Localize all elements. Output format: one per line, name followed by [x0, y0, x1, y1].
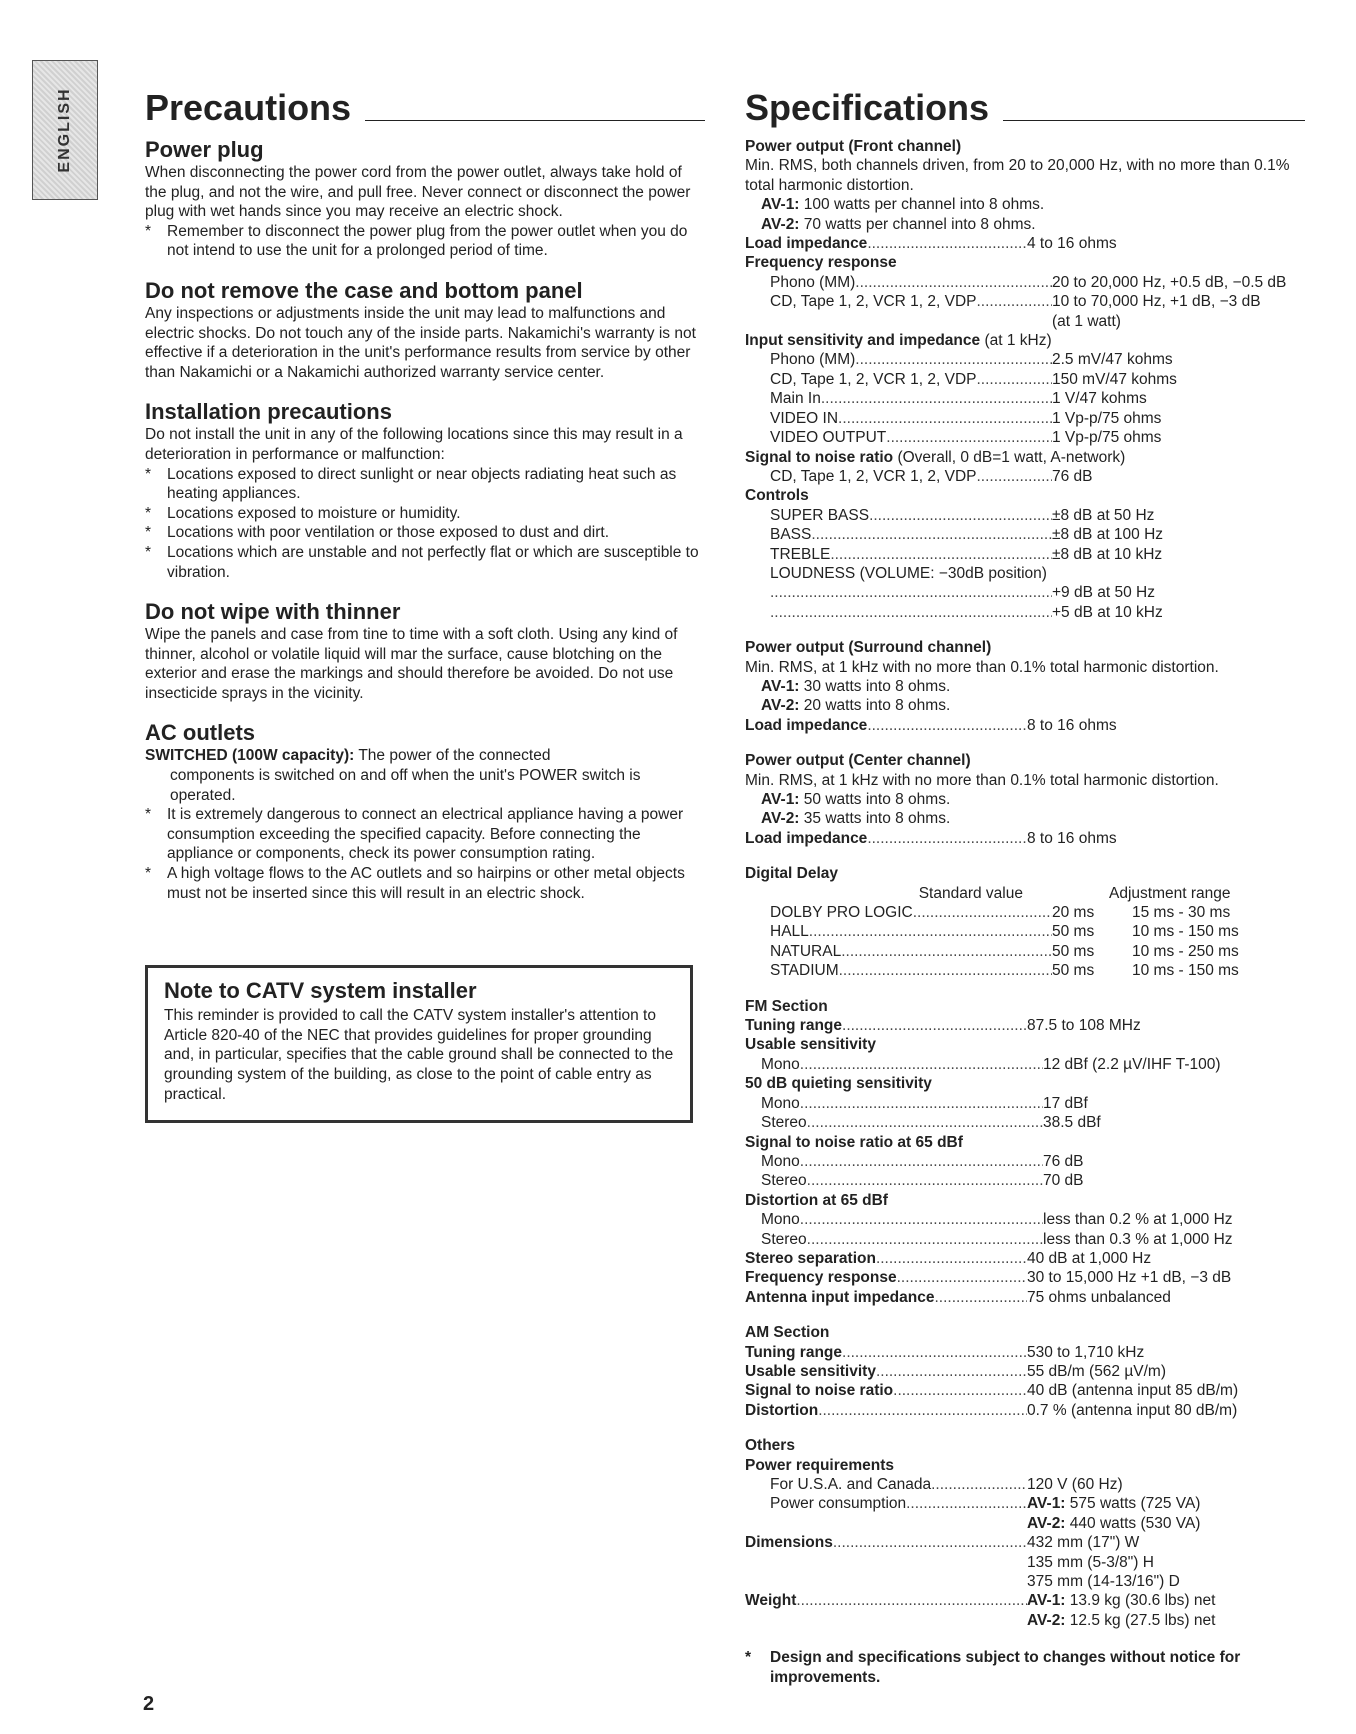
dimension-line: 375 mm (14-13/16") D [1027, 1573, 1180, 1591]
precaution-section [145, 599, 705, 703]
precaution-section [145, 137, 705, 261]
spec-label: Mono [761, 1152, 800, 1170]
bullet-text: Locations exposed to direct sunlight or near objects radiating heat such as heating appliances. [167, 465, 677, 503]
leader-dots [855, 273, 1052, 292]
spec-value: 10 to 70,000 Hz, +1 dB, −3 dB [1052, 293, 1261, 311]
spec-label-cell [745, 525, 1052, 544]
specifications-title-text: Specifications [745, 87, 990, 128]
leader-dots [876, 1362, 1027, 1381]
precaution-paragraph: Wipe the panels and case from tine to time with a soft cloth. Using any kind of thinner, alcohol or volatile liquid will mar the surface, cause blotching on the exterior and erase the markings and should therefore be avoided. Do not use insecticide sprays in the vicinity. [145, 626, 678, 702]
spec-label-cell [745, 1113, 1043, 1132]
precaution-paragraph: When disconnecting the power cord from the power outlet, always take hold of the plug, and not the wire, and pull free. Never connect or disconnect the power plug with wet hands since you may receive an electric shock. [145, 164, 691, 221]
precaution-bullet [145, 465, 705, 504]
spec-label-cell [745, 409, 1052, 428]
surround-av2 [745, 696, 1305, 715]
surround-desc: Min. RMS, at 1 kHz with no more than 0.1% total harmonic distortion. [745, 658, 1219, 676]
delay-row [745, 922, 1305, 941]
leader-dots [807, 1171, 1043, 1190]
ac-switched-text: The power of the connected [354, 747, 551, 765]
fm-freq-row [745, 1268, 1305, 1287]
delay-col-standard: Standard value [918, 884, 1023, 902]
page-number: 2 [143, 1693, 155, 1715]
spec-label: Phono (MM) [770, 351, 856, 369]
fm-sep-label: Stereo separation [745, 1249, 876, 1267]
leader-dots [811, 525, 1052, 544]
spec-label-cell [745, 903, 1052, 922]
delay-col-headers [745, 884, 1305, 903]
freq-heading: Frequency response [745, 254, 897, 272]
leader-dots [800, 1055, 1043, 1074]
delay-col-range: Adjustment range [1109, 884, 1231, 902]
front-av2-label: AV-2: [761, 215, 800, 233]
leader-dots [976, 467, 1052, 486]
delay-row [745, 903, 1305, 922]
am-section [745, 1323, 1305, 1420]
surround-av2-label: AV-2: [761, 697, 800, 715]
bullet-star: * [145, 524, 152, 542]
front-channel-section [745, 137, 1305, 622]
delay-mode: HALL [770, 923, 809, 941]
bullet-text: A high voltage flows to the AC outlets and so hairpins or other metal objects must not be inserted since this will result in an electric shock. [167, 865, 685, 902]
power-req-heading: Power requirements [745, 1456, 895, 1474]
delay-heading: Digital Delay [745, 865, 839, 883]
spec-value: 20 to 20,000 Hz, +0.5 dB, −0.5 dB [1052, 273, 1287, 291]
precautions-title-text: Precautions [145, 87, 352, 128]
delay-row [745, 942, 1305, 961]
leader-dots [841, 942, 1052, 961]
leader-dots [838, 409, 1052, 428]
spec-label: Mono [761, 1055, 800, 1073]
spec-label-cell [745, 1152, 1043, 1171]
spec-value: 1 V/47 kohms [1052, 390, 1147, 408]
spec-value: ±8 dB at 100 Hz [1052, 526, 1164, 544]
precaution-heading: Installation precautions [145, 399, 392, 425]
leader-dots [893, 1381, 1027, 1400]
precautions-title [145, 85, 705, 131]
bullet-text: Remember to disconnect the power plug from the power outlet when you do not intend to use the unit for a prolonged period of time. [167, 222, 688, 260]
spec-value: 76 dB [1052, 467, 1093, 485]
weight-av2-value: 12.5 kg (27.5 lbs) net [1065, 1611, 1216, 1629]
leader-dots [886, 428, 1052, 447]
spec-value: less than 0.3 % at 1,000 Hz [1043, 1230, 1233, 1248]
precaution-heading: Power plug [145, 137, 264, 162]
spec-label-cell [745, 1171, 1043, 1190]
spec-label-cell [745, 1343, 1027, 1362]
loudness-value: +9 dB at 50 Hz [1052, 584, 1155, 602]
spec-row [745, 506, 1305, 525]
snr-heading-line [745, 448, 1305, 467]
spec-label-cell [745, 292, 1052, 311]
spec-footnote-text: Design and specifications subject to changes without notice for improvements. [770, 1649, 1241, 1686]
ac-bullet [145, 864, 705, 903]
spec-label: Tuning range [745, 1343, 843, 1361]
delay-range: 10 ms - 250 ms [1132, 942, 1239, 960]
consumption-row-2 [745, 1514, 1305, 1533]
spec-value: 2.5 mV/47 kohms [1052, 351, 1173, 369]
front-av1-text: 100 watts per channel into 8 ohms. [799, 196, 1045, 214]
precaution-paragraph: Do not install the unit in any of the following locations since this may result in a deterioration in performance or malfunction: [145, 426, 683, 463]
spec-row [745, 1094, 1305, 1113]
spec-row [745, 467, 1305, 486]
spec-label: Main In [770, 390, 821, 408]
spec-value: 12 dBf (2.2 µV/IHF T-100) [1043, 1055, 1221, 1073]
bullet-star: * [145, 222, 152, 240]
spec-label-cell [745, 583, 1052, 602]
spec-label-cell [745, 545, 1052, 564]
fm-ant-row [745, 1288, 1305, 1307]
weight-label: Weight [745, 1592, 797, 1610]
spec-value: 530 to 1,710 kHz [1027, 1343, 1145, 1361]
center-av1 [745, 790, 1305, 809]
consumption-row [745, 1494, 1305, 1513]
precaution-heading: Do not wipe with thinner [145, 599, 401, 625]
fm-section [745, 997, 1305, 1308]
spec-row [745, 545, 1305, 564]
precaution-bullet [145, 543, 705, 582]
center-heading: Power output (Center channel) [745, 752, 971, 770]
bullet-star: * [145, 806, 152, 824]
usa-label: For U.S.A. and Canada [770, 1476, 932, 1493]
delay-mode: DOLBY PRO LOGIC [770, 904, 913, 922]
spec-label: SUPER BASS [770, 506, 870, 524]
fm-freq-label: Frequency response [745, 1269, 897, 1287]
consumption-av2-label: AV-2: [1027, 1514, 1066, 1532]
spec-row [745, 312, 1305, 331]
leader-dots [869, 506, 1052, 525]
spec-label: Stereo [761, 1230, 807, 1248]
input-heading: Input sensitivity and impedance [745, 332, 981, 350]
center-load-label: Load impedance [745, 829, 868, 847]
front-av2-text: 70 watts per channel into 8 ohms. [799, 215, 1036, 233]
spec-row [745, 1113, 1305, 1132]
language-tab [32, 60, 98, 200]
spec-value: 70 dB [1043, 1172, 1084, 1190]
spec-value: 38.5 dBf [1043, 1114, 1101, 1132]
spec-label-cell [745, 1401, 1027, 1420]
spec-label-cell [745, 603, 1052, 622]
spec-row [745, 1210, 1305, 1229]
fm-quiet-heading: 50 dB quieting sensitivity [745, 1075, 932, 1093]
spec-label: Stereo [761, 1172, 807, 1190]
leader-dots [839, 961, 1052, 980]
precautions-column [145, 85, 705, 1123]
spec-row [745, 1362, 1305, 1381]
center-av2-label: AV-2: [761, 810, 800, 828]
specifications-title [745, 85, 1305, 131]
spec-value: 40 dB (antenna input 85 dB/m) [1027, 1382, 1239, 1400]
spec-label-cell [745, 1230, 1043, 1249]
spec-value: 55 dB/m (562 µV/m) [1027, 1362, 1167, 1380]
ac-bullet [145, 805, 705, 864]
delay-mode: NATURAL [770, 942, 842, 960]
ac-switched-line [145, 746, 705, 766]
spec-footnote: * Design and specifications subject to changes without notice for improvements. [745, 1649, 1241, 1686]
spec-label-cell [745, 1381, 1027, 1400]
catv-note-box [145, 965, 693, 1123]
catv-note-heading: Note to CATV system installer [164, 978, 477, 1004]
front-load-label: Load impedance [745, 235, 868, 253]
weight-av1-value: 13.9 kg (30.6 lbs) net [1065, 1592, 1216, 1610]
spec-row [745, 1343, 1305, 1362]
loudness-label: LOUDNESS (VOLUME: −30dB position) [770, 564, 1047, 582]
front-av1 [745, 195, 1305, 214]
fm-ant-label: Antenna input impedance [745, 1288, 935, 1306]
delay-values [1052, 922, 1305, 941]
spec-label-cell [745, 1210, 1043, 1229]
input-heading-line [745, 331, 1305, 350]
leader-dots [821, 389, 1052, 408]
spec-value: (at 1 watt) [1052, 312, 1121, 330]
delay-mode: STADIUM [770, 962, 839, 980]
bullet-star: * [145, 543, 152, 561]
loudness-row [745, 583, 1305, 602]
dimension-line: 432 mm (17") W [1027, 1534, 1140, 1552]
spec-label-cell [745, 506, 1052, 525]
snr-heading: Signal to noise ratio [745, 448, 894, 466]
delay-range: 10 ms - 150 ms [1132, 962, 1239, 980]
dimension-line: 135 mm (5-3/8") H [1027, 1553, 1154, 1571]
am-heading: AM Section [745, 1324, 830, 1342]
spec-value: ±8 dB at 10 kHz [1052, 545, 1163, 563]
spec-label: CD, Tape 1, 2, VCR 1, 2, VDP [770, 467, 977, 485]
spec-row [745, 1055, 1305, 1074]
specifications-column [745, 85, 1305, 1687]
spec-label: Signal to noise ratio [745, 1382, 894, 1400]
weight-row [745, 1591, 1305, 1630]
bullet-text: It is extremely dangerous to connect an electrical appliance having a power consumption exceeding the specified capacity. Before connecting the appliance or components, check its power consumption rating. [167, 806, 684, 863]
spec-label: VIDEO OUTPUT [770, 429, 887, 447]
spec-value: 1 Vp-p/75 ohms [1052, 429, 1162, 447]
front-load-row [745, 234, 1305, 253]
spec-label-cell [745, 428, 1052, 447]
center-av1-label: AV-1: [761, 791, 800, 808]
surround-av1-text: 30 watts into 8 ohms. [799, 677, 951, 695]
spec-value: 76 dB [1043, 1152, 1084, 1170]
leader-dots [976, 292, 1052, 311]
others-section [745, 1436, 1305, 1630]
surround-load-label: Load impedance [745, 716, 868, 734]
delay-standard: 50 ms [1052, 923, 1095, 941]
spec-label-cell [745, 961, 1052, 980]
leader-dots [807, 1113, 1043, 1132]
delay-row [745, 961, 1305, 980]
fm-freq-value: 30 to 15,000 Hz +1 dB, −3 dB [1027, 1269, 1232, 1287]
spec-label: Usable sensitivity [745, 1362, 876, 1380]
dimensions-row [745, 1533, 1305, 1591]
language-tab-label: ENGLISH [56, 87, 73, 173]
spec-label: TREBLE [770, 545, 831, 563]
spec-row [745, 1401, 1305, 1420]
fm-usable-heading: Usable sensitivity [745, 1036, 876, 1054]
delay-values [1052, 942, 1305, 961]
digital-delay-section [745, 864, 1305, 980]
front-desc: Min. RMS, both channels driven, from 20 to 20,000 Hz, with no more than 0.1% total harmonic distortion. [745, 157, 1290, 194]
spec-row [745, 525, 1305, 544]
consumption-label: Power consumption [770, 1495, 907, 1513]
surround-av1-label: AV-1: [761, 677, 800, 695]
fm-ant-value: 75 ohms unbalanced [1027, 1288, 1171, 1306]
leader-dots [800, 1210, 1043, 1229]
spec-value: less than 0.2 % at 1,000 Hz [1043, 1211, 1233, 1229]
surround-av2-text: 20 watts into 8 ohms. [799, 697, 951, 715]
ac-outlets-section [145, 720, 705, 903]
bullet-star: * [145, 865, 152, 883]
consumption-av1-label: AV-1: [1027, 1495, 1066, 1513]
spec-value: 0.7 % (antenna input 80 dB/m) [1027, 1401, 1238, 1419]
fm-sep-row [745, 1249, 1305, 1268]
bullet-text: Locations which are unstable and not perfectly flat or which are susceptible to vibration. [167, 543, 699, 581]
precaution-paragraph: Any inspections or adjustments inside the unit may lead to malfunctions and electric shocks. Do not touch any of the inside parts. Nakamichi's warranty is not effective if a deterioration in the unit's performance results from service by other than Nakamichi or a Nakamichi authorized warranty service center. [145, 304, 696, 381]
spec-label-cell [745, 370, 1052, 389]
usa-value: 120 V (60 Hz) [1027, 1476, 1123, 1493]
leader-dots [809, 922, 1052, 941]
fm-tuning-row [745, 1016, 1305, 1035]
precaution-section [145, 399, 705, 582]
snr-note: (Overall, 0 dB=1 watt, A-network) [893, 448, 1126, 466]
spec-value: 17 dBf [1043, 1094, 1088, 1112]
spec-value: ±8 dB at 50 Hz [1052, 506, 1155, 524]
ac-switched-label: SWITCHED (100W capacity): [145, 747, 355, 765]
delay-range: 10 ms - 150 ms [1132, 923, 1239, 941]
leader-dots [770, 583, 1052, 602]
bullet-star: * [145, 465, 152, 483]
delay-standard: 50 ms [1052, 942, 1095, 960]
spec-label-cell [745, 350, 1052, 369]
surround-heading: Power output (Surround channel) [745, 639, 992, 657]
spec-row [745, 292, 1305, 311]
spec-label-cell [745, 389, 1052, 408]
precaution-bullet [145, 523, 705, 543]
surround-section [745, 638, 1305, 735]
spec-label-cell [745, 942, 1052, 961]
fm-tuning-label: Tuning range [745, 1017, 843, 1035]
surround-load-value: 8 to 16 ohms [1027, 716, 1117, 734]
delay-standard: 50 ms [1052, 962, 1095, 980]
spec-label-cell [745, 1094, 1043, 1113]
spec-value: 1 Vp-p/75 ohms [1052, 409, 1162, 427]
leader-dots [800, 1152, 1043, 1171]
consumption-av2-value: 440 watts (530 VA) [1065, 1514, 1201, 1532]
front-av2 [745, 215, 1305, 234]
spec-label: BASS [770, 526, 812, 544]
spec-value: 150 mV/47 kohms [1052, 370, 1177, 388]
spec-row [745, 273, 1305, 292]
center-av1-text: 50 watts into 8 ohms. [799, 791, 951, 808]
dimensions-label: Dimensions [745, 1534, 833, 1552]
precaution-bullet [145, 222, 705, 261]
center-av2-text: 35 watts into 8 ohms. [799, 810, 951, 828]
leader-dots [855, 350, 1052, 369]
spec-row [745, 350, 1305, 369]
center-desc: Min. RMS, at 1 kHz with no more than 0.1% total harmonic distortion. [745, 771, 1219, 789]
dimensions-values [1027, 1533, 1305, 1591]
ac-switched-cont: components is switched on and off when the unit's POWER switch is operated. [170, 767, 641, 804]
usa-row [745, 1475, 1305, 1494]
center-load-value: 8 to 16 ohms [1027, 829, 1117, 847]
fm-heading: FM Section [745, 997, 828, 1015]
center-load-row [745, 829, 1305, 848]
fm-tuning-value: 87.5 to 108 MHz [1027, 1017, 1141, 1035]
spec-label-cell [745, 467, 1052, 486]
spec-label: VIDEO IN [770, 409, 839, 427]
precaution-heading: Do not remove the case and bottom panel [145, 277, 583, 303]
spec-row [745, 428, 1305, 447]
spec-label: Phono (MM) [770, 273, 856, 291]
spec-label: Mono [761, 1211, 800, 1229]
spec-label-cell [745, 312, 1052, 331]
precaution-section [145, 278, 705, 382]
input-note: (at 1 kHz) [980, 332, 1052, 350]
front-heading: Power output (Front channel) [745, 138, 962, 155]
spec-label-cell [745, 273, 1052, 292]
leader-dots [818, 1401, 1027, 1420]
controls-heading: Controls [745, 487, 809, 505]
leader-dots [807, 1230, 1043, 1249]
others-heading: Others [745, 1437, 795, 1455]
loudness-value: +5 dB at 10 kHz [1052, 603, 1163, 621]
consumption-av1-value: 575 watts (725 VA) [1065, 1495, 1201, 1513]
catv-note-text: This reminder is provided to call the CATV system installer's attention to Article 820-40 of the NEC that provides guidelines for proper grounding and, in particular, specifies that the cable ground shall be connected to the grounding system of the building, as close to the point of cable entry as practical. [164, 1007, 674, 1103]
spec-row [745, 1152, 1305, 1171]
fm-sep-value: 40 dB at 1,000 Hz [1027, 1249, 1152, 1267]
front-av1-label: AV-1: [761, 196, 800, 214]
bullet-star: * [145, 504, 152, 522]
delay-range: 15 ms - 30 ms [1132, 904, 1231, 922]
spec-label: CD, Tape 1, 2, VCR 1, 2, VDP [770, 293, 977, 311]
surround-av1 [745, 677, 1305, 696]
spec-label-cell [745, 1055, 1043, 1074]
front-load-value: 4 to 16 ohms [1027, 235, 1117, 253]
delay-standard: 20 ms [1052, 904, 1095, 922]
spec-row [745, 370, 1305, 389]
delay-values [1052, 903, 1305, 922]
delay-values [1052, 961, 1305, 980]
leader-dots [830, 545, 1052, 564]
precaution-bullet [145, 504, 705, 524]
spec-row [745, 1381, 1305, 1400]
spec-label-cell [745, 922, 1052, 941]
center-av2 [745, 809, 1305, 828]
spec-row [745, 1230, 1305, 1249]
leader-dots [800, 1094, 1043, 1113]
bullet-text: Locations exposed to moisture or humidity. [167, 504, 461, 522]
bullet-text: Locations with poor ventilation or those exposed to dust and dirt. [167, 524, 610, 542]
leader-dots [976, 370, 1052, 389]
loudness-row [745, 603, 1305, 622]
center-section [745, 751, 1305, 848]
spec-label: Distortion [745, 1401, 819, 1419]
spec-row [745, 1171, 1305, 1190]
spec-label: Stereo [761, 1114, 807, 1132]
leader-dots [913, 903, 1052, 922]
leader-dots [842, 1343, 1027, 1362]
ac-outlets-heading: AC outlets [145, 720, 255, 746]
spec-label-cell [745, 1362, 1027, 1381]
leader-dots [770, 603, 1052, 622]
surround-load-row [745, 716, 1305, 735]
spec-row [745, 389, 1305, 408]
spec-label: Mono [761, 1094, 800, 1112]
fm-snr-heading: Signal to noise ratio at 65 dBf [745, 1133, 963, 1151]
fm-dist-heading: Distortion at 65 dBf [745, 1191, 888, 1209]
spec-row [745, 409, 1305, 428]
weight-av1-label: AV-1: [1027, 1592, 1066, 1610]
weight-av2-label: AV-2: [1027, 1611, 1066, 1629]
spec-label: CD, Tape 1, 2, VCR 1, 2, VDP [770, 370, 977, 388]
